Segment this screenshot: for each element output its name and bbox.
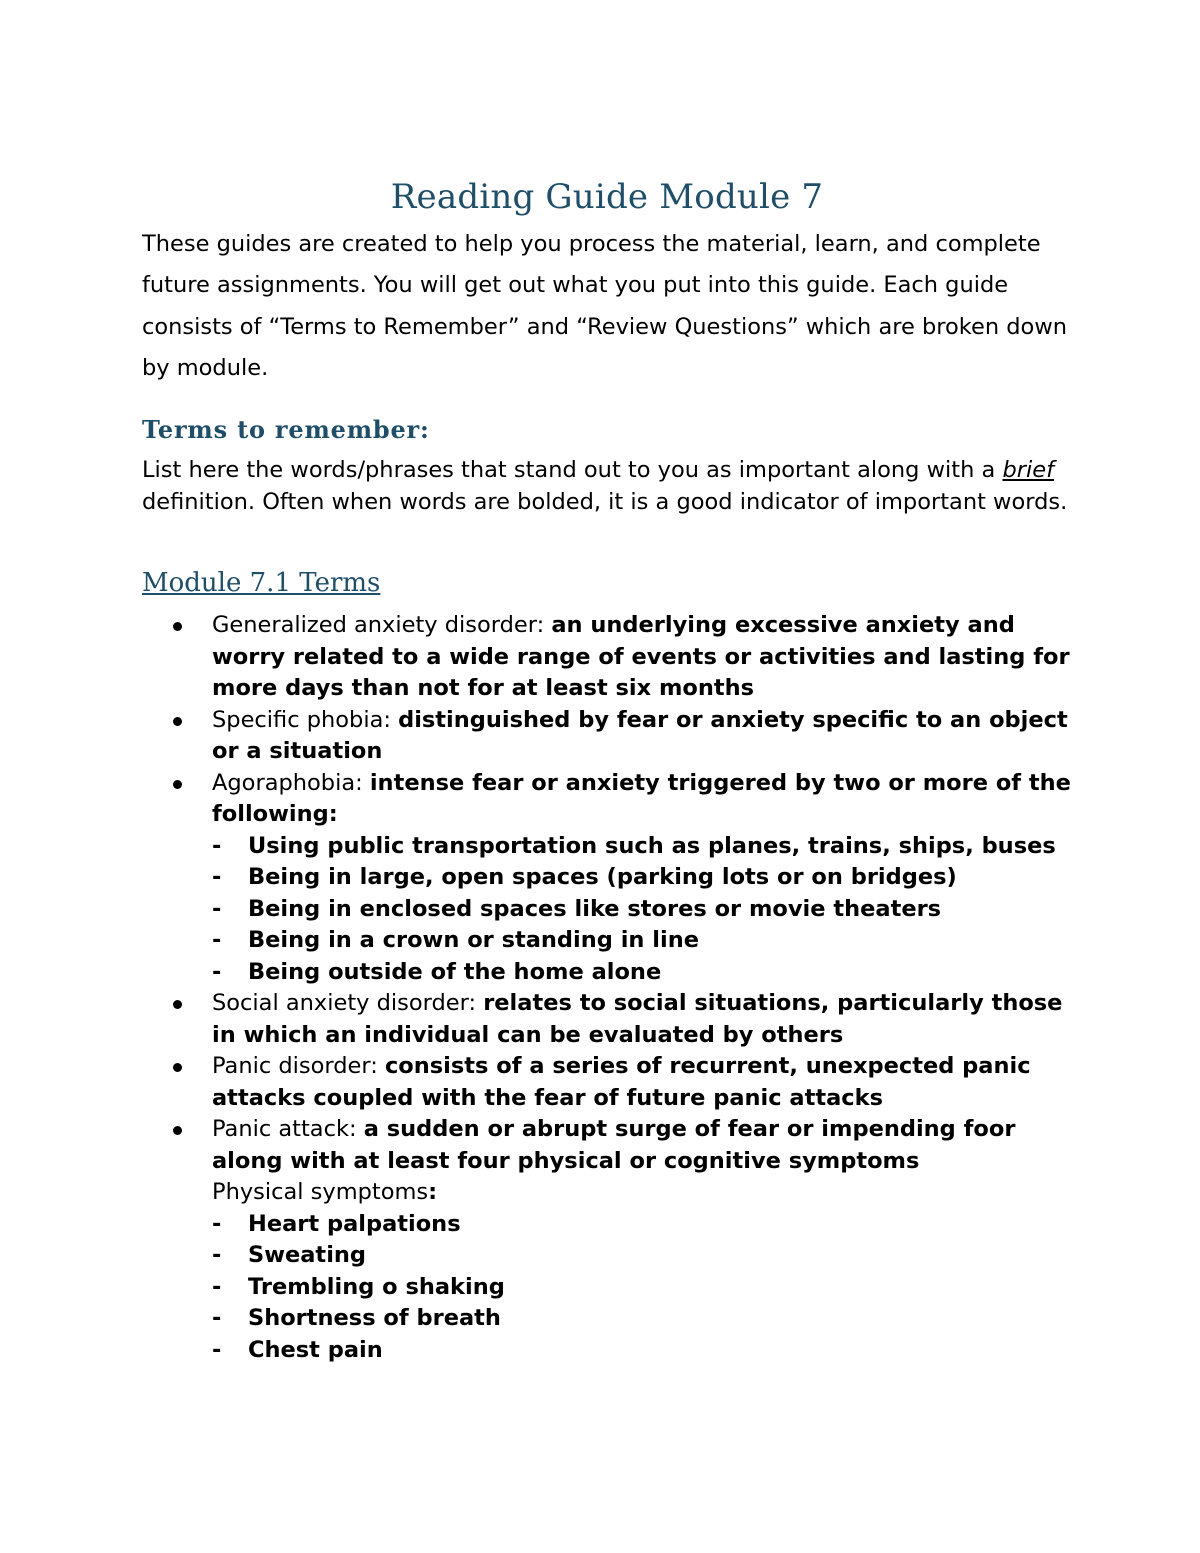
term-name: Panic attack:	[212, 1116, 364, 1142]
list-item	[212, 1272, 1072, 1304]
term-definition: consists of a series of recurrent, unexpected panic attacks coupled with the fear of future panic attacks	[212, 1053, 1031, 1111]
term-name: Agoraphobia:	[212, 769, 370, 796]
term-name: Panic disorder:	[212, 1053, 385, 1079]
list-item-text: Being in enclosed spaces like stores or movie theaters	[248, 895, 942, 922]
list-item	[212, 1240, 1072, 1272]
symptoms-label	[212, 1177, 1072, 1209]
intro-paragraph: These guides are created to help you process the material, learn, and complete future assignments. You will get out what you put into this guide. Each guide consists of “Terms to Remember” and “Review Questions” which are broken down by module.	[142, 231, 1067, 381]
term-agoraphobia	[142, 768, 1072, 989]
dash-marker: -	[212, 927, 222, 953]
term-definition: relates to social situations, particularly those in which an individual can be evaluated by others	[212, 990, 1063, 1048]
term-name: Social anxiety disorder:	[212, 990, 484, 1016]
terms-heading: Terms to remember:	[142, 415, 430, 444]
symptoms-label-colon: :	[428, 1179, 438, 1205]
bullet-icon	[173, 1000, 182, 1009]
list-item-text: Trembling o shaking	[248, 1273, 505, 1300]
dash-marker: -	[212, 864, 222, 890]
dash-marker: -	[212, 1336, 222, 1363]
bullet-icon	[173, 1063, 182, 1072]
list-item	[212, 957, 1072, 989]
bullet-icon	[173, 1126, 182, 1135]
term-name: Generalized anxiety disorder:	[212, 612, 552, 638]
dash-marker: -	[212, 832, 222, 859]
dash-marker: -	[212, 958, 222, 985]
dash-marker: -	[212, 1273, 222, 1300]
list-item-text: Being in a crown or standing in line	[248, 927, 699, 953]
list-item	[212, 831, 1072, 863]
instructions-emphasis: brief	[1002, 457, 1055, 483]
list-item-text: Chest pain	[248, 1336, 383, 1363]
list-item	[212, 925, 1072, 957]
list-item-text: Heart palpations	[248, 1210, 461, 1237]
list-item	[212, 1209, 1072, 1241]
term-panic-disorder	[142, 1051, 1072, 1114]
bullet-icon	[173, 622, 182, 631]
symptoms-label-text: Physical symptoms	[212, 1179, 429, 1205]
dash-marker: -	[212, 1305, 222, 1331]
list-item-text: Being outside of the home alone	[248, 958, 662, 985]
bullet-icon	[173, 780, 182, 789]
list-item	[212, 1303, 1072, 1335]
term-definition: intense fear or anxiety triggered by two or more of the following:	[212, 769, 1071, 827]
instructions-text-start: List here the words/phrases that stand out to you as important along with a	[142, 457, 1003, 483]
list-item	[212, 1335, 1072, 1367]
page-title: Reading Guide Module 7	[390, 177, 824, 217]
agoraphobia-triggers-list	[212, 831, 1072, 989]
term-panic-attack	[142, 1114, 1072, 1366]
terms-list	[142, 610, 1072, 1366]
list-item-text: Being in large, open spaces (parking lots or on bridges)	[248, 864, 957, 890]
dash-marker: -	[212, 1210, 222, 1237]
list-item	[212, 862, 1072, 894]
list-item-text: Sweating	[248, 1242, 367, 1268]
term-definition: a sudden or abrupt surge of fear or impending foor along with at least four physical or cognitive symptoms	[212, 1116, 1016, 1174]
instructions-paragraph	[142, 454, 1072, 518]
term-social-anxiety	[142, 988, 1072, 1051]
term-definition: an underlying excessive anxiety and worry related to a wide range of events or activities and lasting for more days than not for at least six months	[212, 612, 1070, 701]
list-item-text: Shortness of breath	[248, 1305, 501, 1331]
dash-marker: -	[212, 895, 222, 922]
term-name: Specific phobia:	[212, 706, 399, 733]
term-generalized-anxiety	[142, 610, 1072, 705]
dash-marker: -	[212, 1242, 222, 1268]
bullet-icon	[173, 717, 182, 726]
term-definition: distinguished by fear or anxiety specific to an object or a situation	[212, 706, 1068, 764]
instructions-text-end: definition. Often when words are bolded, it is a good indicator of important words.	[142, 489, 1068, 515]
list-item-text: Using public transportation such as planes, trains, ships, buses	[248, 832, 1056, 859]
list-item	[212, 894, 1072, 926]
module-heading: Module 7.1 Terms	[142, 568, 381, 598]
physical-symptoms-list	[212, 1209, 1072, 1367]
term-specific-phobia	[142, 705, 1072, 768]
